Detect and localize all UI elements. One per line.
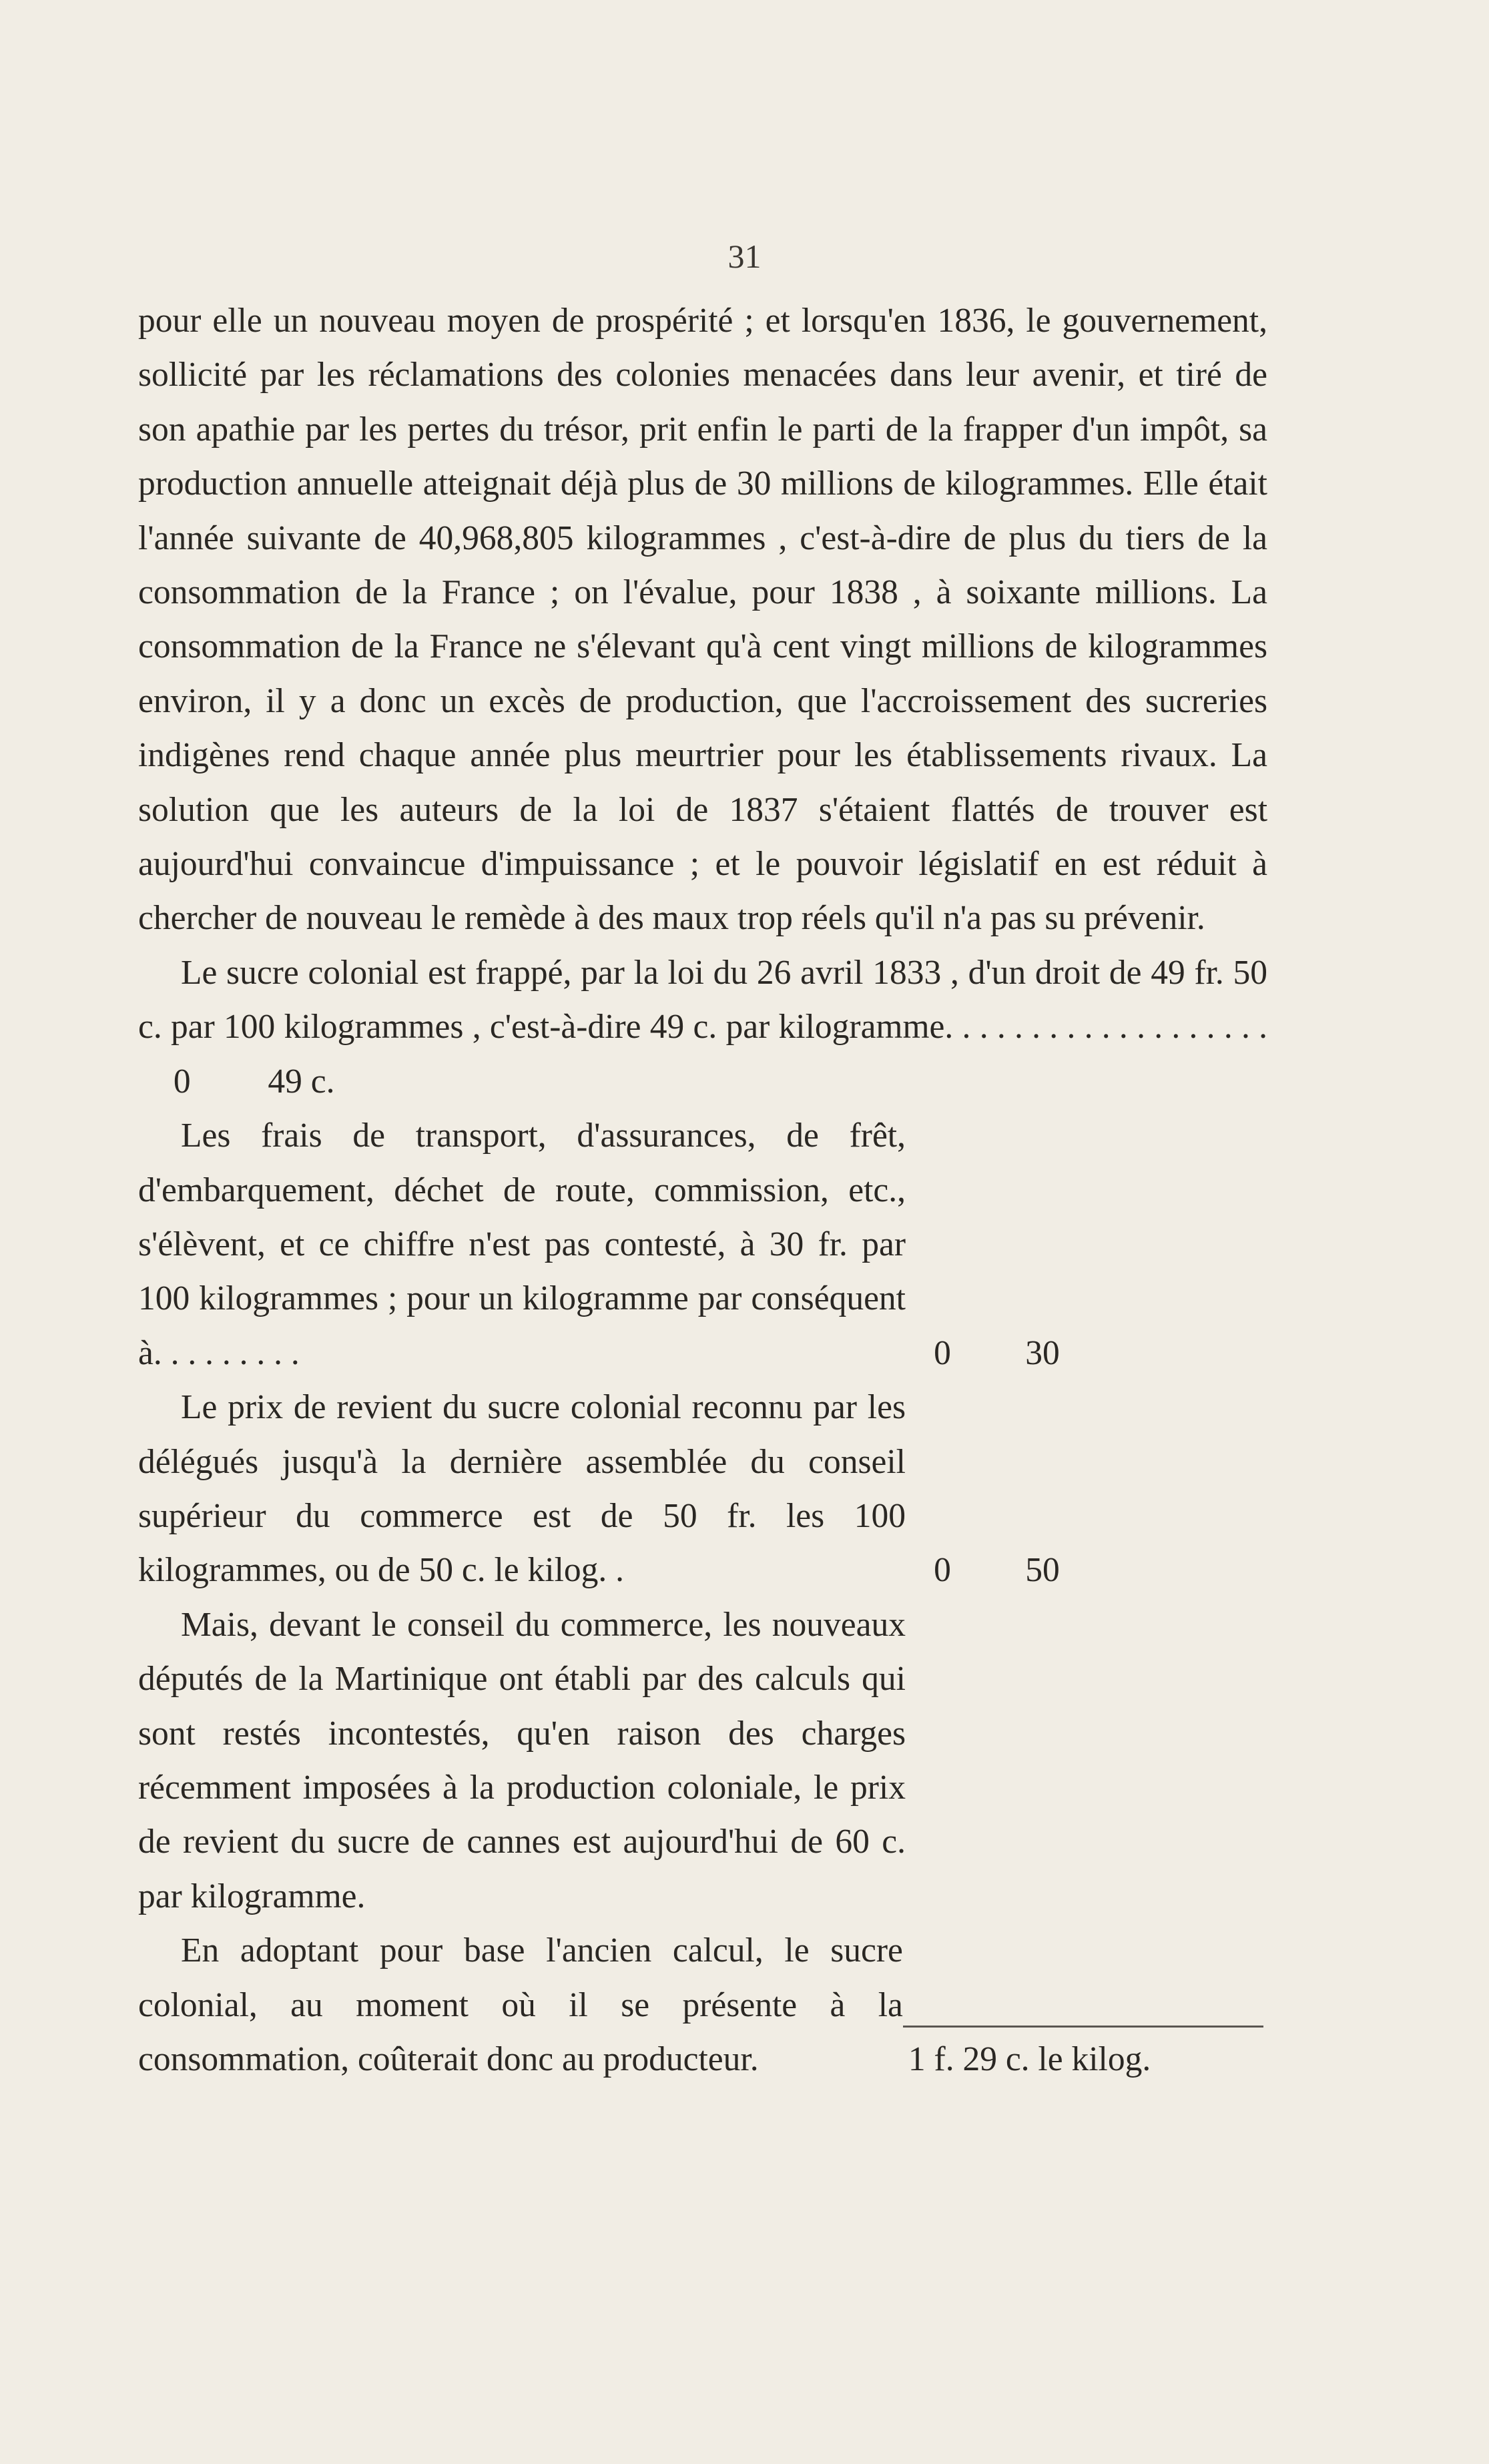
total-text: En adoptant pour base l'ancien calcul, le sucre colonial, au moment où il se présente à la consommation, coûterait donc au producteur. — [138, 1931, 903, 2078]
ledger-text-cost-price: Le prix de revient du sucre colonial reconnu par les délégués jusqu'à la dernière assemblée du conseil supérieur du commerce est de 50 fr. les 100 kilogrammes, ou de 50 c. le kilog. . — [138, 1388, 906, 1590]
ledger-cents-cost-price: 50 — [1025, 1551, 1060, 1590]
ledger-francs-transport: 0 — [934, 1333, 951, 1372]
sum-rule — [903, 2026, 1263, 2028]
ledger-text-duty: Le sucre colonial est frappé, par la loi du 26 avril 1833 , d'un droit de 49 fr. 50 c. par 100 kilogrammes , c'est-à-dire 49 c. par kilogramme. . . . . . . . . . . . . . . . . . . — [138, 953, 1267, 1046]
ledger-row-transport — [138, 1109, 1267, 1380]
ledger-cents-duty: 49 c. — [268, 1062, 335, 1101]
ledger-francs-cost-price: 0 — [934, 1551, 951, 1590]
ledger-text-transport: Les frais de transport, d'assurances, de frêt, d'embarquement, déchet de route, commission, etc., s'élèvent, et ce chiffre n'est pas contesté, à 30 fr. par 100 kilogrammes ; pour un kilogramme par conséquent à. . . . . . . . . — [138, 1117, 906, 1372]
page-number: 31 — [727, 238, 762, 275]
total-amount-cell — [903, 2032, 1267, 2086]
ledger-row-cost-price — [138, 1380, 1267, 1598]
total-amount: 1 f. 29 c. le kilog. — [908, 2040, 1151, 2078]
ledger-text-martinique: Mais, devant le conseil du commerce, les nouveaux députés de la Martinique ont établi par des calculs qui sont restés incontestés, qu'en raison des charges récemment imposées à la production coloniale, le prix de revient du sucre de cannes est aujourd'hui de 60 c. par kilogramme. — [138, 1605, 906, 1915]
paragraph-1: pour elle un nouveau moyen de prospérité ; et lorsqu'en 1836, le gouvernement, sollicité par les réclamations des colonies menacées dans leur avenir, et tiré de son apathie par les pertes du trésor, prit enfin le parti de la frapper d'un impôt, sa production annuelle atteignait déjà plus de 30 millions de kilogrammes. Elle était l'année suivante de 40,968,805 kilogrammes , c'est-à-dire de plus du tiers de la consommation de la France ; on l'évalue, pour 1838 , à soixante millions. La consommation de la France ne s'élevant qu'à cent vingt millions de kilogrammes environ, il y a donc un excès de production, que l'accroissement des sucreries indigènes rend chaque année plus meurtrier pour les établissements rivaux. La solution que les auteurs de la loi de 1837 s'étaient flattés de trouver est aujourd'hui convaincue d'impuissance ; et le pouvoir législatif en est réduit à chercher de nouveau le remède à des maux trop réels qu'il n'a pas su prévenir. — [138, 302, 1267, 938]
ledger-row-martinique — [138, 1598, 1267, 1923]
ledger-francs-duty: 0 — [173, 1062, 191, 1101]
ledger-row-duty — [138, 946, 1267, 1109]
ledger-row-total — [138, 1923, 1267, 2086]
body-text — [138, 294, 1267, 2086]
ledger-cents-transport: 30 — [1025, 1333, 1060, 1372]
